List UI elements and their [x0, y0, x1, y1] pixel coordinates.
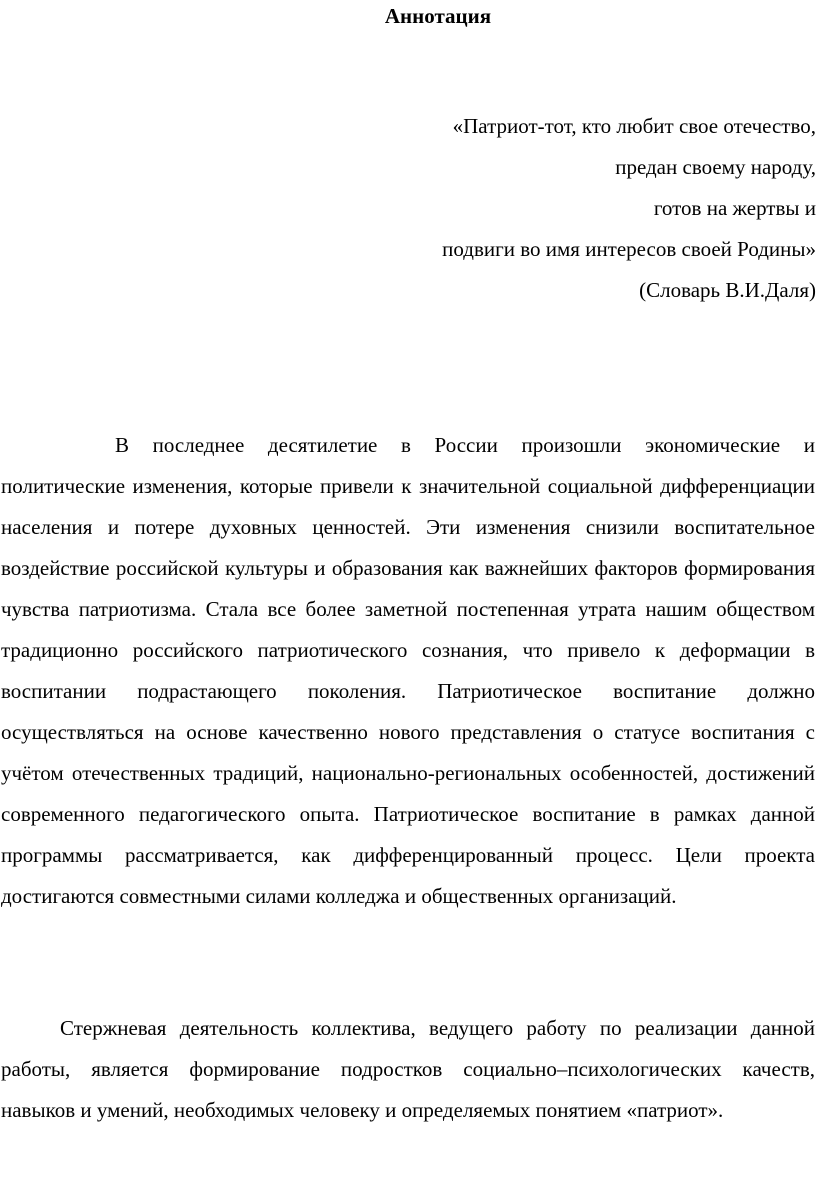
document-title: Аннотация: [384, 4, 492, 28]
epigraph: [116, 106, 816, 311]
epigraph-line: подвиги во имя интересов своей Родины»: [442, 237, 816, 261]
epigraph-line: «Патриот-тот, кто любит свое отечество,: [452, 114, 816, 138]
epigraph-line: готов на жертвы и: [653, 196, 816, 220]
paragraph: В последнее десятилетие в России произошли экономические и политические изменения, которые привели к значительной социальной дифференциации населения и потере духовных ценностей. Эти изменения снизили воспитательное воздействие российской культуры и образования как важнейших факторов формирования чувства патриотизма. Стала все более заметной постепенная утрата нашим обществом традиционно российского патриотического сознания, что привело к деформации в воспитании подрастающего поколения. Патриотическое воспитание должно осуществляться на основе качественно нового представления о статусе воспитания с учётом отечественных традиций, национально-региональных особенностей, достижений современного педагогического опыта. Патриотическое воспитание в рамках данной программы рассматривается, как дифференцированный процесс. Цели проекта достигаются совместными силами колледжа и общественных организаций.: [1, 433, 815, 908]
paragraph: Стержневая деятельность коллектива, ведущего работу по реализации данной работы, является формирование подростков социально–психологических качеств, навыков и умений, необходимых человеку и определяемых понятием «патриот».: [1, 1016, 815, 1122]
epigraph-line: предан своему народу,: [615, 155, 816, 179]
epigraph-source: (Словарь В.И.Даля): [639, 278, 816, 302]
